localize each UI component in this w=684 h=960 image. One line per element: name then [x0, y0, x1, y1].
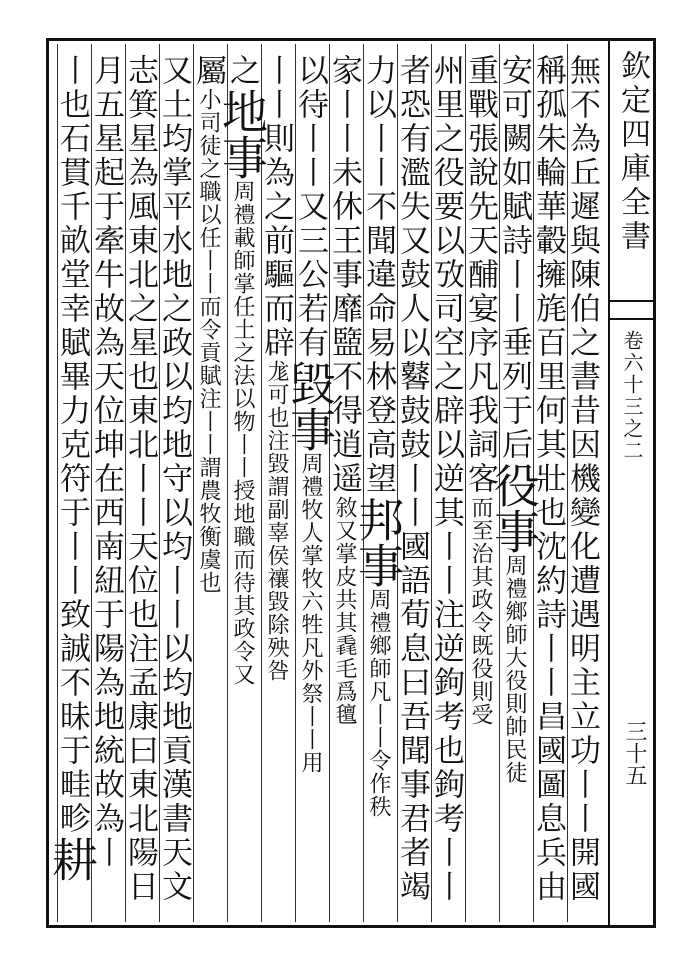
body-text: 月五星起于牽牛故為天位坤在西南紐于陽為地統故為丨 [88, 54, 124, 870]
entry-heading: 役事 [487, 462, 541, 554]
commentary-text: 而至治其政令既役則受 [468, 496, 493, 726]
text-column [394, 54, 432, 914]
text-column [326, 54, 364, 914]
body-text: 之 [224, 54, 260, 88]
body-text: 丨丨則為之前驅而辟 [258, 54, 294, 360]
commentary-text: 周禮鄉師凡丨丨令作秩 [366, 588, 391, 818]
text-column [462, 54, 500, 914]
text-column [122, 54, 160, 914]
text-column [190, 54, 228, 914]
commentary-text: 周禮載師掌任土之法以物丨丨授地職而待其政令又 [230, 180, 255, 686]
body-text: 州里之役要以攷司空之辟以逆其丨丨注逆鉤考也鉤考丨丨 [428, 54, 464, 904]
text-column [428, 54, 466, 914]
commentary-text: 周禮鄉師大役則帥民徒 [502, 554, 527, 784]
body-text: 重戰張說先天酺宴序凡我詞客 [462, 54, 498, 496]
commentary-text: 周禮牧人掌牧六牲凡外祭丨丨用 [298, 452, 323, 774]
entry-heading: 邦事 [351, 496, 405, 588]
text-column [258, 54, 296, 914]
body-text: 以待丨丨又三公若有 [292, 54, 328, 360]
entry-heading: 毀事 [283, 360, 337, 452]
commentary-text: 敘又掌皮共其毳毛爲氊 [332, 496, 357, 726]
commentary-text: 尨可也注毀謂副辜侯禳毀除殃咎 [264, 360, 289, 682]
text-column [487, 54, 541, 914]
body-text: 丨也石貫千畝堂幸賦畢力克符于丨丨致誠不昧于畦畛 [54, 54, 90, 836]
body-text: 又土均掌平水地之政以均地守以均丨丨以均地貢漢書天文 [156, 54, 192, 904]
text-column [88, 54, 126, 914]
fishtail-mark [608, 300, 656, 320]
body-text: 無不為丘遲與陳伯之書昔因機變化遭遇明主立功丨丨開國 [564, 54, 600, 904]
entry-heading: 地事 [215, 88, 269, 180]
text-column [156, 54, 194, 914]
text-column [215, 54, 269, 914]
commentary-text: 小司徒之職以任丨丨而令貢賦注丨丨謂農牧衡虞也 [196, 88, 221, 594]
page-number: 三十五 [622, 720, 647, 786]
entry-heading: 耕 [45, 836, 99, 882]
text-column [564, 54, 602, 914]
body-text: 屬 [190, 54, 226, 88]
body-text: 志箕星為風東北之星也東北丨丨天位也注孟康曰東北陽日 [122, 54, 158, 904]
text-column [351, 54, 405, 914]
body-text: 稱孤朱輪華轂擁旄百里何其壯也沈約詩丨丨昌國圖息兵由 [530, 54, 566, 904]
text-column [283, 54, 337, 914]
body-text: 力以丨丨不聞違命易林登高望 [360, 54, 396, 496]
body-text: 者恐有濫失又鼓人以鼛鼓鼓丨丨國語荀息曰吾聞事君者竭 [394, 54, 430, 904]
book-title: 欽定四庫全書 [615, 50, 650, 254]
text-column [45, 54, 99, 914]
volume-label: 卷六十三之二 [620, 330, 644, 462]
body-text: 安可闕如賦詩丨丨垂列于后 [496, 54, 532, 462]
body-text: 家丨丨未休王事靡盬不得逍遥 [326, 54, 362, 496]
